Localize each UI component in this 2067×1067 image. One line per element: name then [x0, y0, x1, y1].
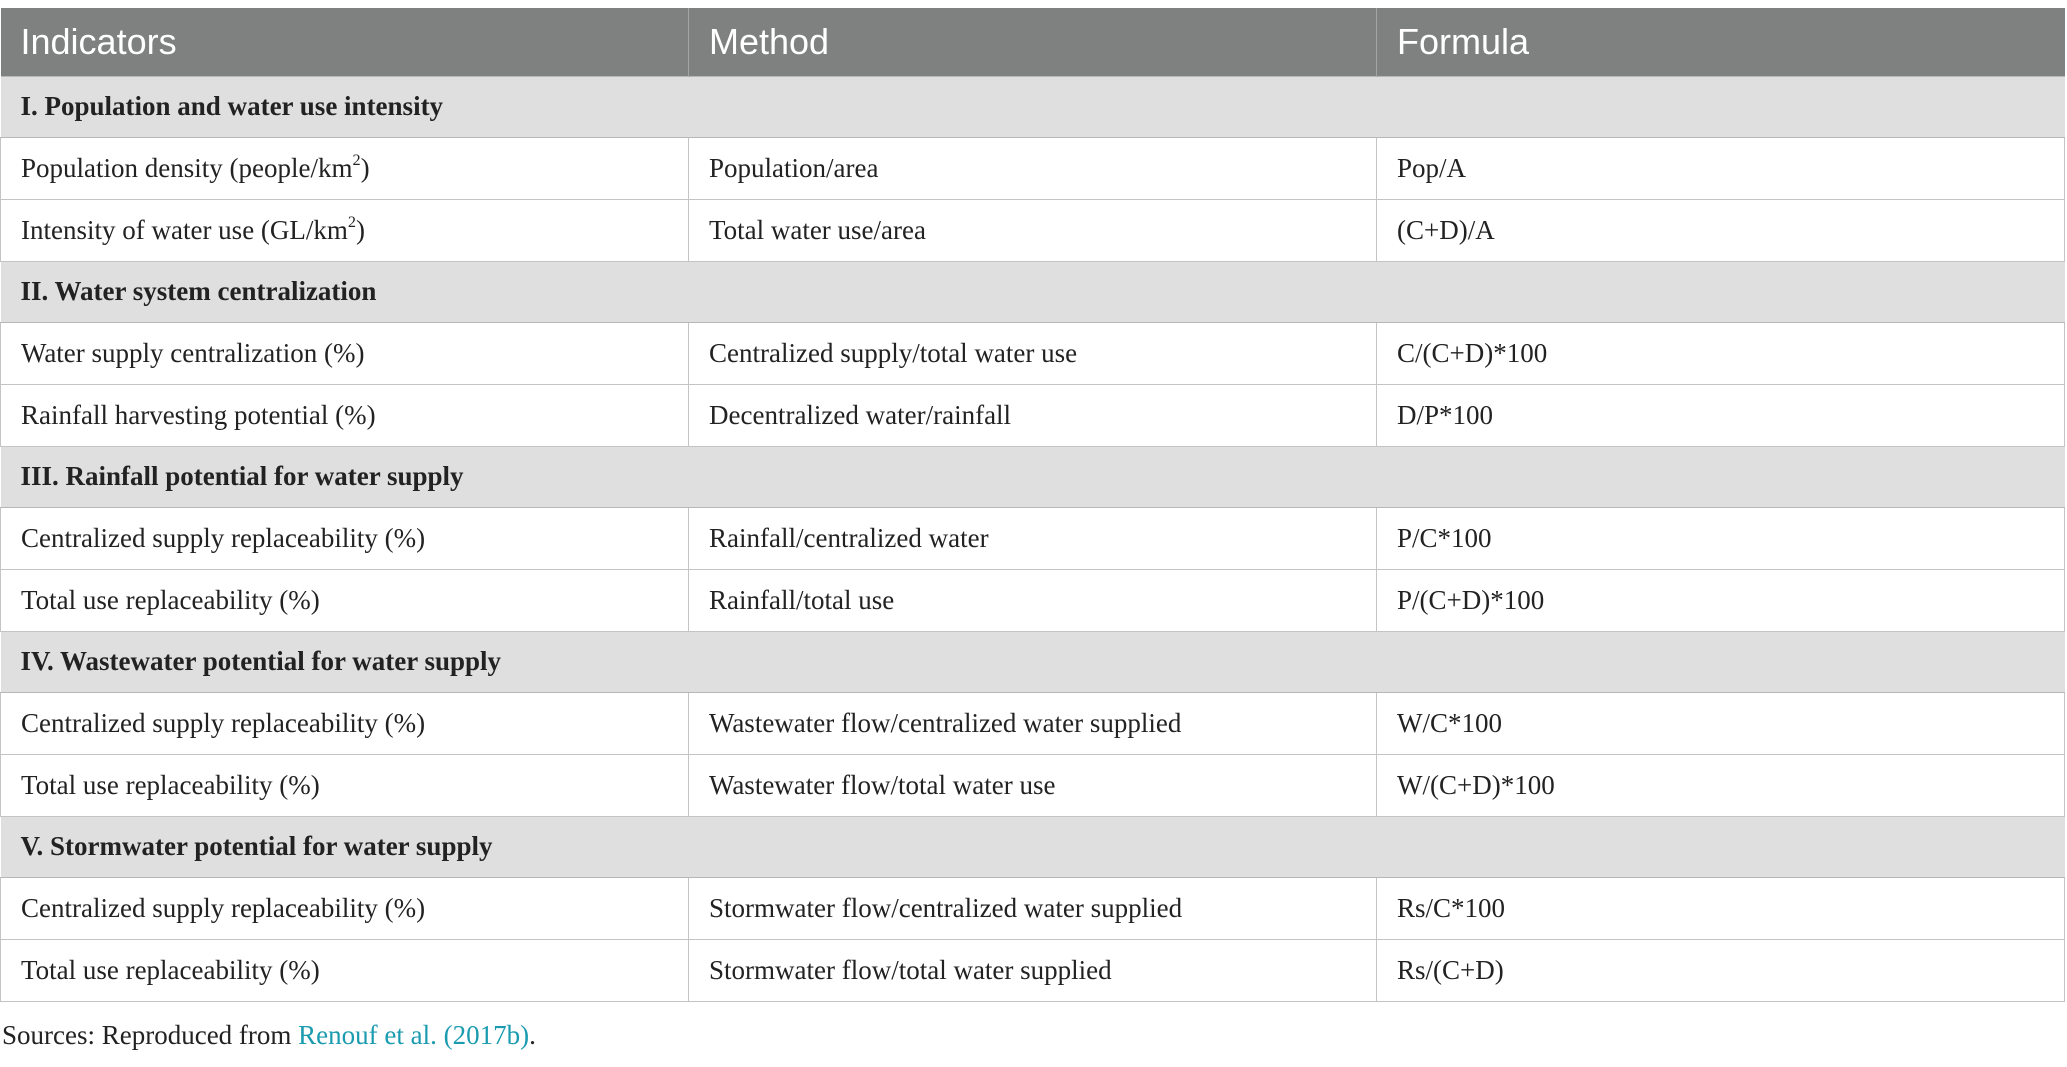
table-container	[0, 8, 2064, 1051]
formula-cell: P/C*100	[1377, 507, 2065, 569]
table-row	[1, 507, 2065, 569]
table-row	[1, 877, 2065, 939]
table-row	[1, 939, 2065, 1001]
indicators-table	[0, 8, 2065, 1002]
method-cell: Wastewater flow/centralized water supplied	[689, 692, 1377, 754]
method-cell: Decentralized water/rainfall	[689, 384, 1377, 446]
section-title: III. Rainfall potential for water supply	[1, 446, 2065, 507]
method-cell: Wastewater flow/total water use	[689, 754, 1377, 816]
header-row	[1, 8, 2065, 76]
table-row	[1, 137, 2065, 199]
method-cell: Population/area	[689, 137, 1377, 199]
formula-cell: W/(C+D)*100	[1377, 754, 2065, 816]
formula-cell: P/(C+D)*100	[1377, 569, 2065, 631]
method-cell: Stormwater flow/total water supplied	[689, 939, 1377, 1001]
indicator-suffix: )	[356, 214, 366, 245]
source-note	[0, 1020, 2064, 1051]
indicator-cell: Water supply centralization (%)	[1, 322, 689, 384]
formula-cell: W/C*100	[1377, 692, 2065, 754]
superscript: 2	[347, 212, 357, 231]
method-cell: Centralized supply/total water use	[689, 322, 1377, 384]
formula-cell: Pop/A	[1377, 137, 2065, 199]
indicator-text: Population density (people/km	[21, 152, 353, 183]
superscript: 2	[352, 150, 361, 169]
source-suffix: .	[529, 1019, 536, 1050]
indicator-cell: Rainfall harvesting potential (%)	[1, 384, 689, 446]
table-header	[1, 8, 2065, 76]
section-title: II. Water system centralization	[1, 261, 2065, 322]
table-row	[1, 199, 2065, 261]
method-cell: Rainfall/centralized water	[689, 507, 1377, 569]
indicator-cell	[1, 199, 689, 261]
section-title: IV. Wastewater potential for water supply	[1, 631, 2065, 692]
indicator-cell: Centralized supply replaceability (%)	[1, 692, 689, 754]
section-row	[1, 816, 2065, 877]
table-row	[1, 754, 2065, 816]
method-cell: Total water use/area	[689, 199, 1377, 261]
section-title: I. Population and water use intensity	[1, 76, 2065, 137]
indicator-cell: Total use replaceability (%)	[1, 939, 689, 1001]
indicator-cell: Centralized supply replaceability (%)	[1, 877, 689, 939]
indicator-cell: Total use replaceability (%)	[1, 754, 689, 816]
header-method: Method	[689, 8, 1377, 76]
indicator-cell: Centralized supply replaceability (%)	[1, 507, 689, 569]
method-cell: Stormwater flow/centralized water supplied	[689, 877, 1377, 939]
table-row	[1, 692, 2065, 754]
formula-cell: Rs/C*100	[1377, 877, 2065, 939]
header-indicators: Indicators	[1, 8, 689, 76]
method-cell: Rainfall/total use	[689, 569, 1377, 631]
section-row	[1, 446, 2065, 507]
formula-cell: (C+D)/A	[1377, 199, 2065, 261]
indicator-suffix: )	[360, 152, 370, 183]
source-link[interactable]: Renouf et al. (2017b)	[298, 1019, 530, 1050]
table-row	[1, 569, 2065, 631]
formula-cell: Rs/(C+D)	[1377, 939, 2065, 1001]
section-row	[1, 631, 2065, 692]
formula-cell: C/(C+D)*100	[1377, 322, 2065, 384]
indicator-text: Intensity of water use (GL/km	[21, 214, 348, 245]
source-prefix: Sources: Reproduced from	[2, 1019, 299, 1050]
section-row	[1, 261, 2065, 322]
section-title: V. Stormwater potential for water supply	[1, 816, 2065, 877]
indicator-cell: Total use replaceability (%)	[1, 569, 689, 631]
table-row	[1, 322, 2065, 384]
indicator-cell	[1, 137, 689, 199]
table-row	[1, 384, 2065, 446]
formula-cell: D/P*100	[1377, 384, 2065, 446]
table-body	[1, 76, 2065, 1001]
section-row	[1, 76, 2065, 137]
header-formula: Formula	[1377, 8, 2065, 76]
